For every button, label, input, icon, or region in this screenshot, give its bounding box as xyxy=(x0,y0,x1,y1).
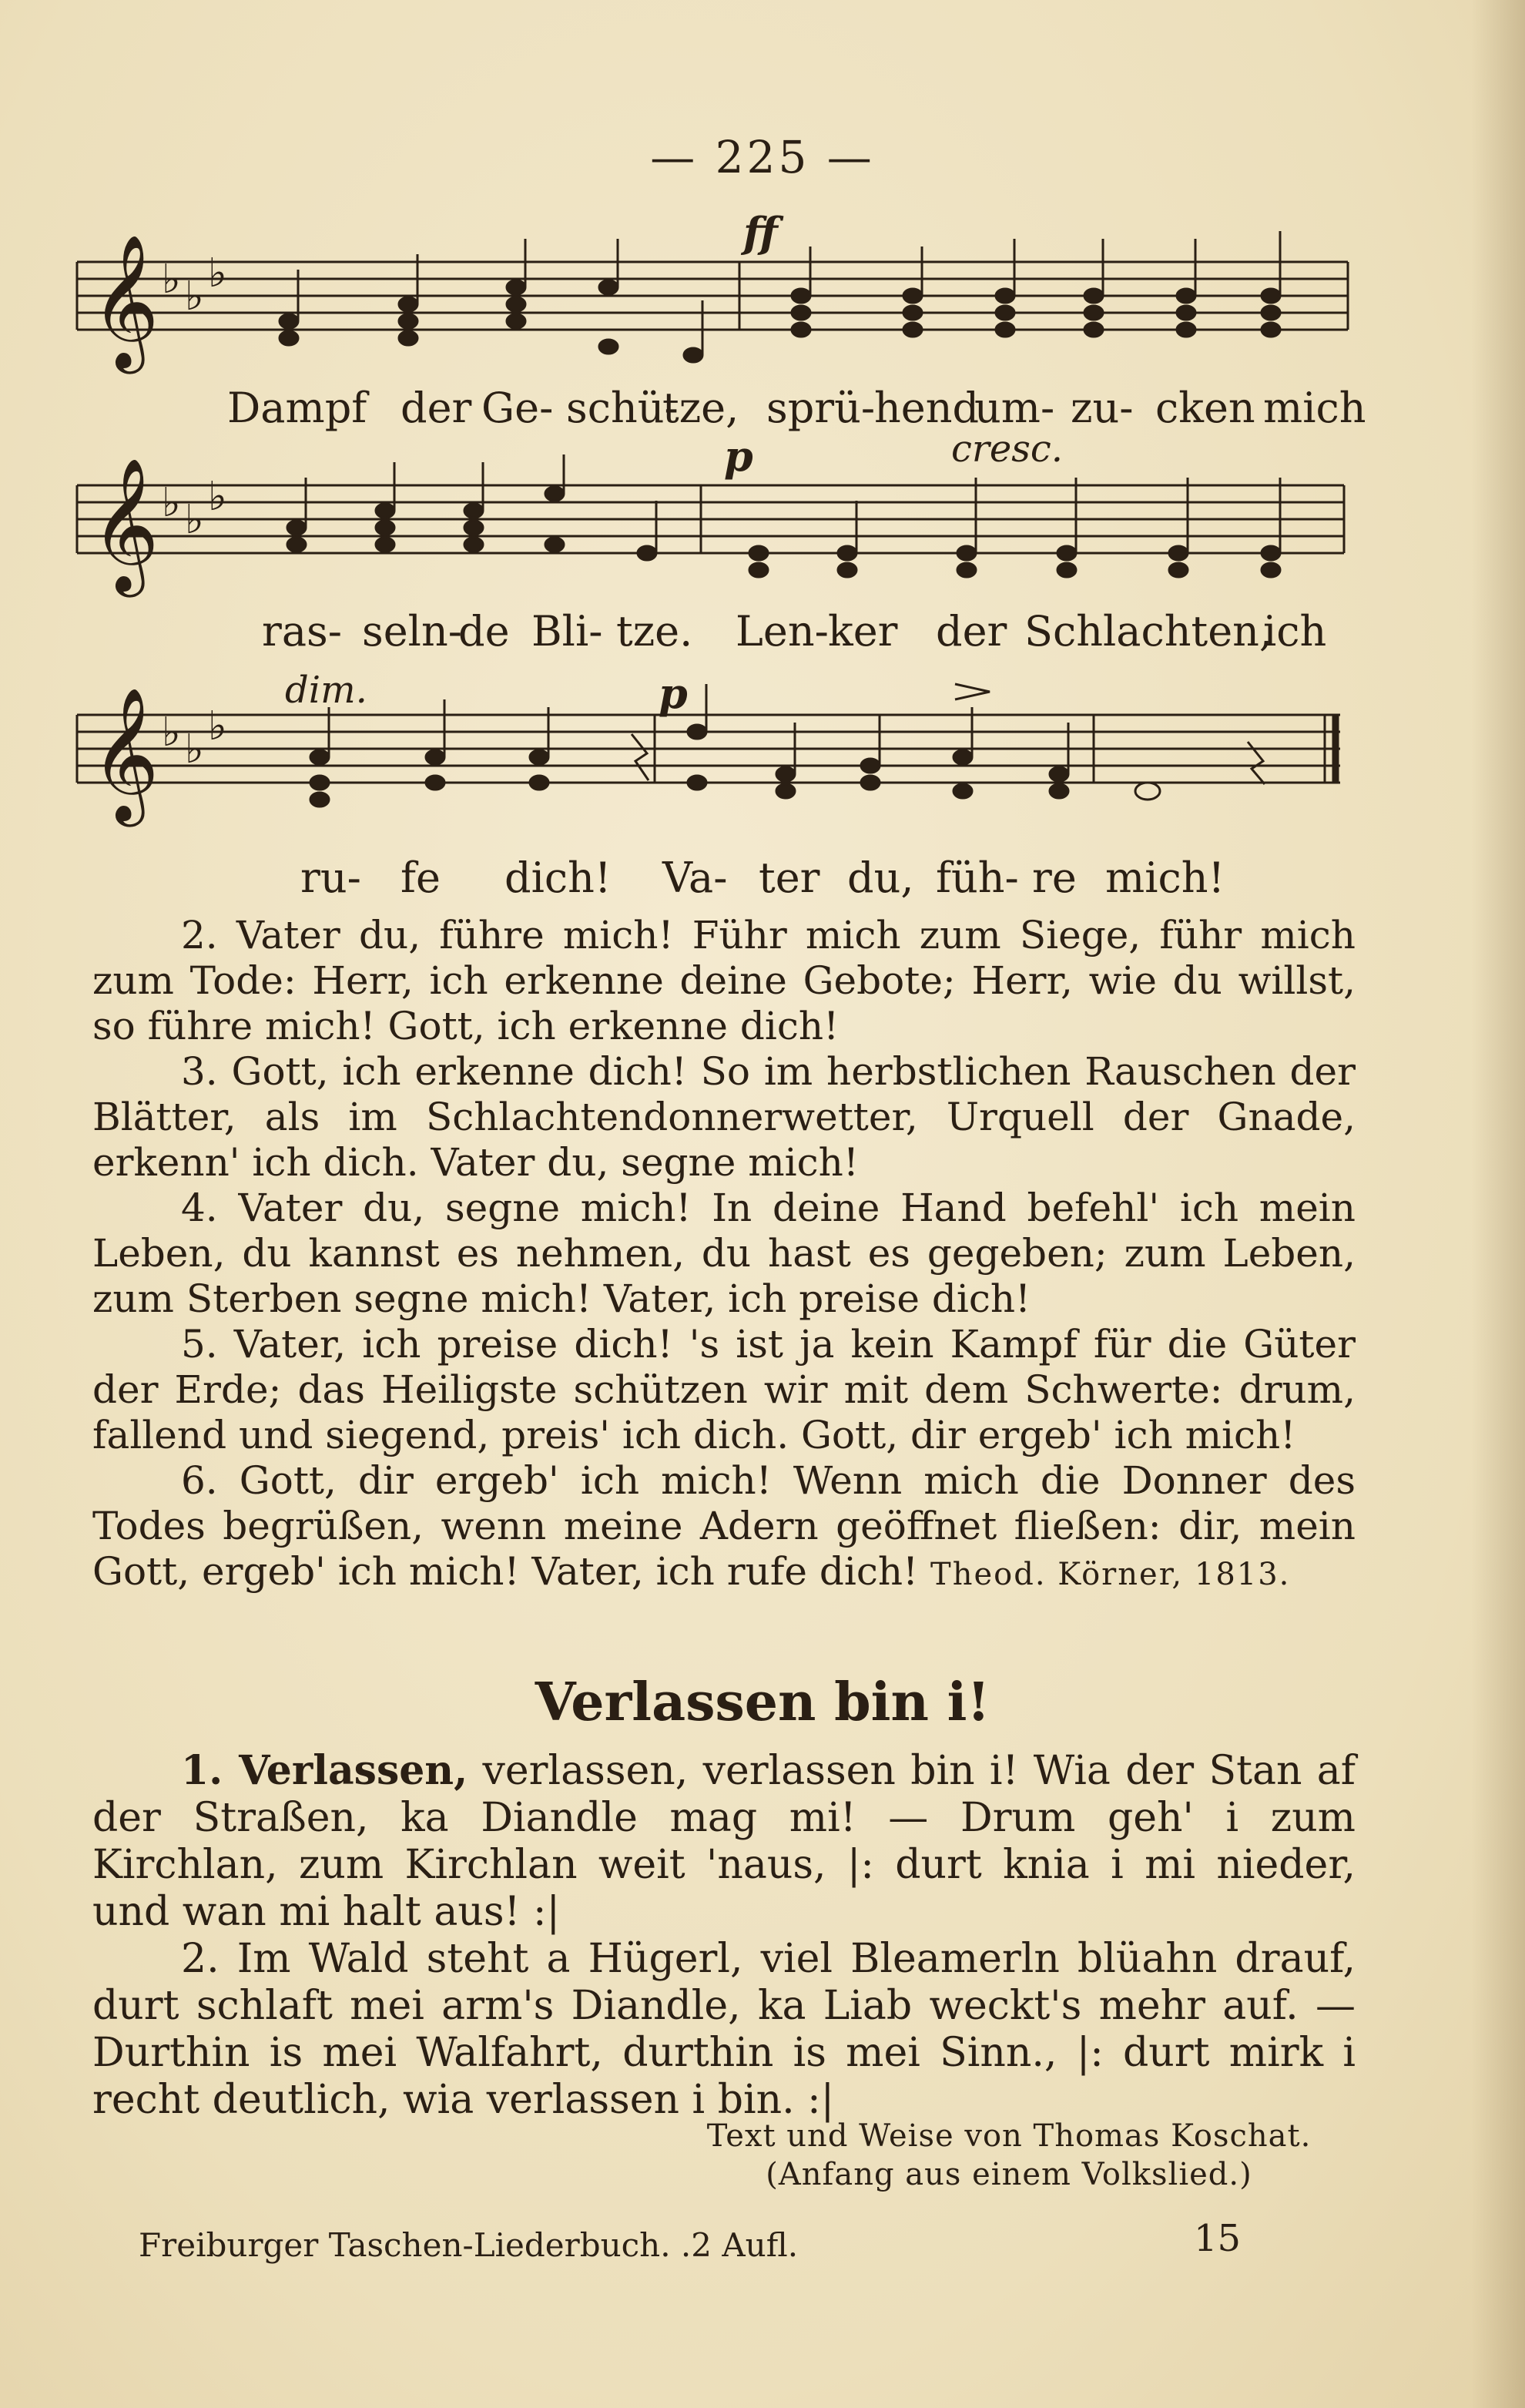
lyric-syllable: Schlachten, xyxy=(1024,607,1273,656)
lyric-syllable: seln- xyxy=(362,607,462,656)
lyric-syllable: Bli- xyxy=(531,607,603,656)
svg-text:𝄞: 𝄞 xyxy=(91,234,159,368)
lyric-syllable: tze. xyxy=(616,607,693,656)
lyric-syllable: sprü- xyxy=(766,384,876,432)
verse-3: 3. Gott, ich erkenne dich! So im herbstlichen Rauschen der Blätter, als im Schlachtendonnerwetter, Urquell der Gnade, erkenn' ich dich. Vater du, segne mich! xyxy=(92,1049,1356,1185)
lyric-syllable: re xyxy=(1032,854,1077,902)
lyric-syllable: Va- xyxy=(662,854,728,902)
dynamic-cresc: cresc. xyxy=(951,428,1064,471)
verse-4: 4. Vater du, segne mich! In deine Hand befehl' ich mein Leben, du kannst es nehmen, du hast es gegeben; zum Leben, zum Sterben segne mich! Vater, ich preise dich! xyxy=(92,1186,1356,1321)
song-title: Verlassen bin i! xyxy=(535,1672,990,1733)
lyric-syllable: mich xyxy=(1263,384,1366,432)
lyric-syllable: ru- xyxy=(300,854,361,902)
dynamic-dim: dim. xyxy=(285,669,367,712)
verse-6 xyxy=(92,1458,1356,1598)
lyric-syllable: ras- xyxy=(262,607,342,656)
lyric-syllable: füh- xyxy=(936,854,1019,902)
song2-attribution-line-2: (Anfang aus einem Volkslied.) xyxy=(766,2157,1252,2192)
lyric-syllable: tze, xyxy=(662,384,739,432)
svg-text:𝄞: 𝄞 xyxy=(91,458,159,592)
footer-book-title: Freiburger Taschen-Liederbuch. .2 Aufl. xyxy=(139,2226,799,2264)
dynamic-ff: ff xyxy=(743,208,778,257)
lyric-syllable: dich! xyxy=(504,854,612,902)
svg-text:♭: ♭ xyxy=(208,474,227,520)
song2-verse-1-text: verlassen, verlassen bin i! Wia der Stan af der Straßen, ka Diandle mag mi! — Drum geh' i zum Kirchlan, zum Kirchlan weit 'naus, |: durt knia i mi nieder, und wan mi halt aus! :| xyxy=(92,1748,1356,1935)
svg-text:♭: ♭ xyxy=(162,257,181,303)
svg-text:♭: ♭ xyxy=(185,497,204,543)
verses-block xyxy=(92,913,1356,1598)
song2-verse-1-opening: 1. Verlassen, xyxy=(181,1747,468,1794)
verse-2: 2. Vater du, führe mich! Führ mich zum Siege, führ mich zum Tode: Herr, ich erkenne deine Gebote; Herr, wie du willst, so führe mich! Gott, ich erkenne dich! xyxy=(92,913,1356,1048)
lyric-syllable: ter xyxy=(759,854,820,902)
lyric-syllable: de xyxy=(458,607,510,656)
author-credit: Theod. Körner, 1813. xyxy=(930,1557,1291,1592)
svg-text:𝄞: 𝄞 xyxy=(91,687,159,821)
svg-text:♭: ♭ xyxy=(208,703,227,750)
dynamic-p: p xyxy=(724,431,753,481)
lyric-syllable: fe xyxy=(401,854,441,902)
svg-text:♭: ♭ xyxy=(162,709,181,756)
verse-5: 5. Vater, ich preise dich! 's ist ja kein Kampf für die Güter der Erde; das Heiligste schützen wir mit dem Schwerte: drum, fallend und siegend, preis' ich dich. Gott, dir ergeb' ich mich! xyxy=(92,1322,1356,1457)
lyric-syllable: hend xyxy=(874,384,980,432)
lyric-syllable: ich xyxy=(1263,607,1327,656)
song2-verse-2: 2. Im Wald steht a Hügerl, viel Bleamerln blüahn drauf, durt schlaft mei arm's Diandle, ka Liab weckt's mehr auf. — Durthin is mei Walfahrt, durthin is mei Sinn., |: durt mirk i recht deutlich, wia verlassen i bin. :| xyxy=(92,1936,1356,2123)
svg-text:♭: ♭ xyxy=(185,273,204,320)
song2-verse-1 xyxy=(92,1747,1356,1936)
lyric-syllable: Ge- xyxy=(481,384,554,432)
lyric-syllable: Len- xyxy=(736,607,829,656)
lyric-syllable: Dampf xyxy=(227,384,367,432)
lyric-syllable: der xyxy=(936,607,1007,656)
svg-text:♭: ♭ xyxy=(185,726,204,773)
lyric-syllable: schü- xyxy=(566,384,679,432)
page-number: — 225 — xyxy=(650,131,875,183)
lyric-syllable: cken xyxy=(1155,384,1255,432)
lyric-syllable: der xyxy=(401,384,472,432)
svg-text:♭: ♭ xyxy=(162,480,181,526)
song2-attribution-line-1: Text und Weise von Thomas Koschat. xyxy=(706,2118,1312,2154)
dynamic-p: p xyxy=(659,669,688,718)
lyric-syllable: zu- xyxy=(1071,384,1134,432)
lyric-syllable: du, xyxy=(847,854,914,902)
song2-verses xyxy=(92,1747,1356,2124)
lyric-syllable: ker xyxy=(828,607,898,656)
verse-6-text: 6. Gott, dir ergeb' ich mich! Wenn mich die Donner des Todes begrüßen, wenn meine Adern geöffnet fließen: dir, mein Gott, ergeb' ich mich! Vater, ich rufe dich! xyxy=(92,1458,1356,1594)
lyric-syllable: mich! xyxy=(1105,854,1225,902)
svg-text:♭: ♭ xyxy=(208,250,227,297)
lyric-syllable: um- xyxy=(974,384,1055,432)
footer-signature: 15 xyxy=(1194,2217,1242,2260)
